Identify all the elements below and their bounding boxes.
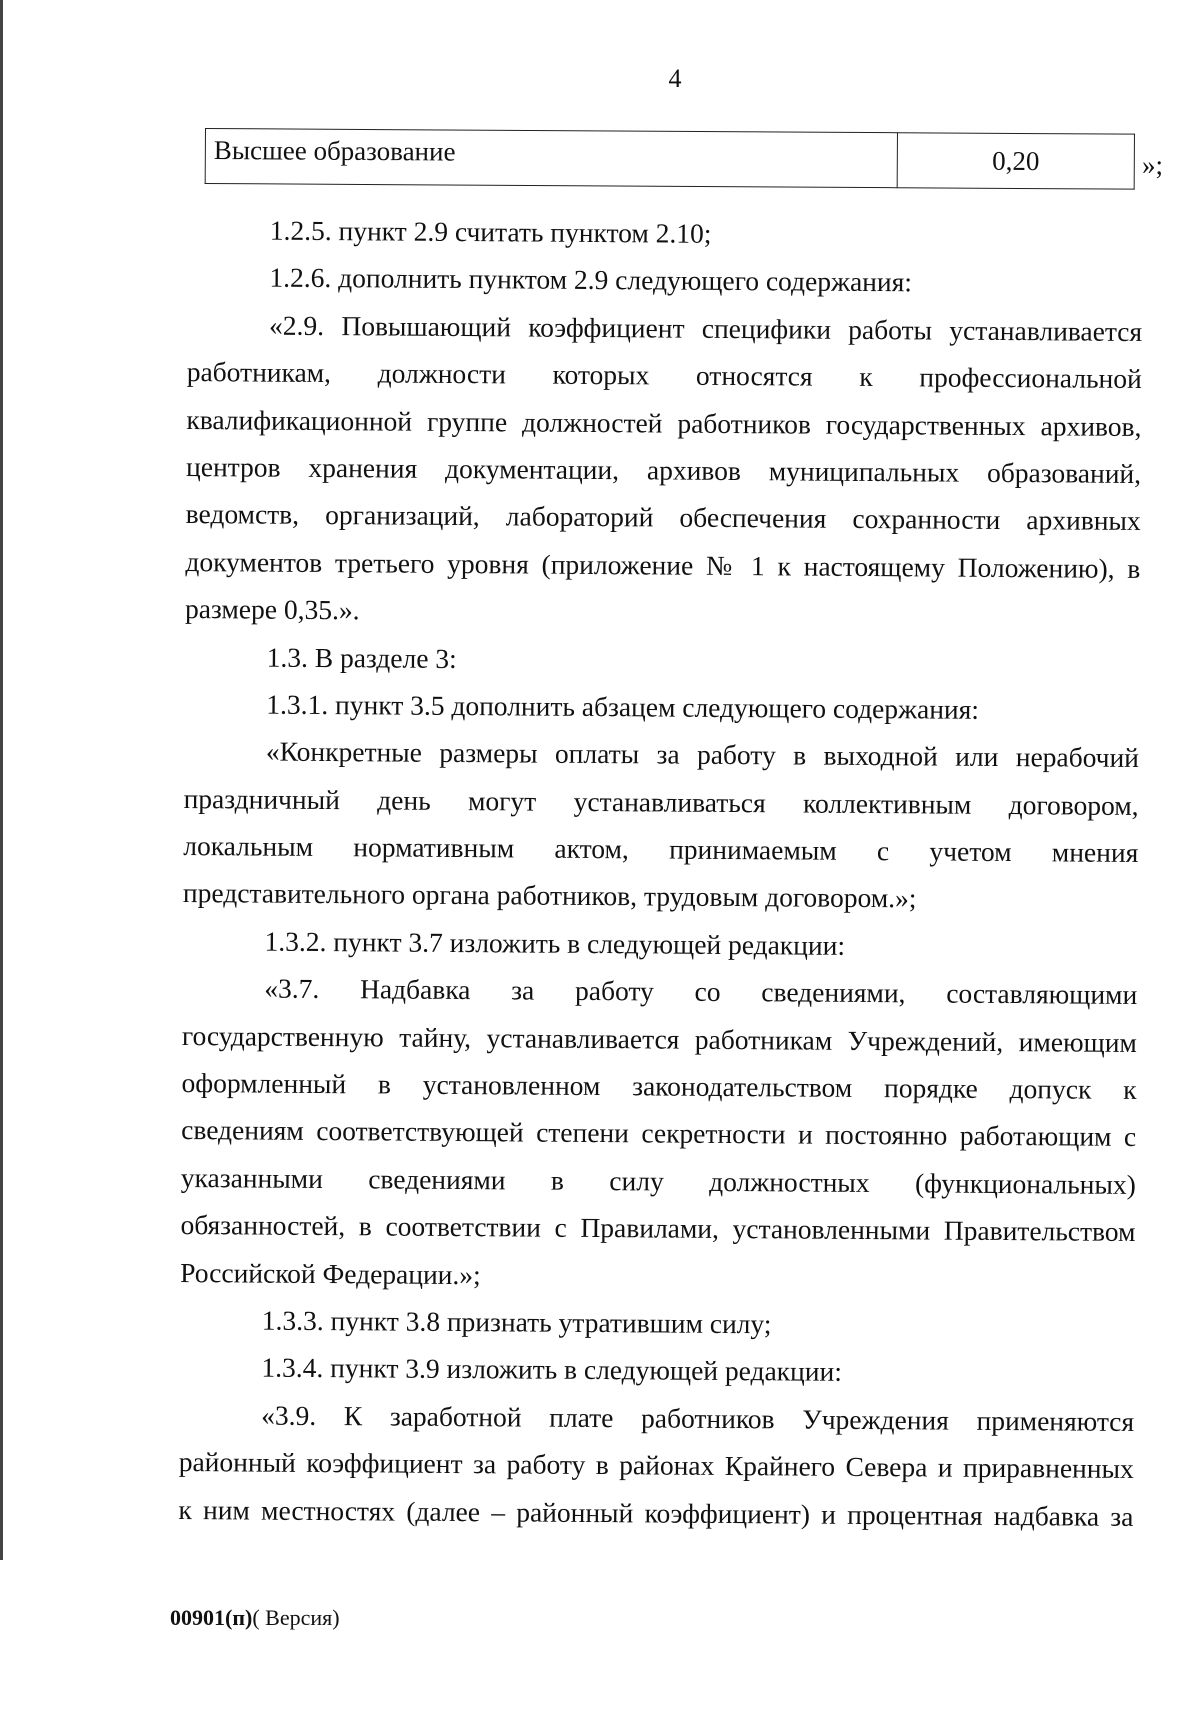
paragraph-line: 1.3.2. пункт 3.7 изложить в следующей редакции: xyxy=(264,925,846,961)
paragraph-line: «Конкретные размеры оплаты за работу в выходной или нерабочий xyxy=(265,735,1140,774)
coefficient-table xyxy=(205,128,1135,190)
paragraph-line: работникам, должности которых относятся к профессиональной xyxy=(186,356,1142,395)
page-number: 4 xyxy=(668,64,682,93)
paragraph-line: оформленный в установленном законодательством порядке допуск к xyxy=(181,1067,1137,1106)
paragraph-line: размере 0,35.». xyxy=(184,593,360,626)
paragraph-line: локальным нормативным актом, принимаемым с учетом мнения xyxy=(183,830,1139,869)
education-table xyxy=(205,128,1135,190)
table-closing-quote: »; xyxy=(1142,150,1164,180)
page-edge xyxy=(0,0,3,1560)
document-footer xyxy=(170,1605,340,1631)
paragraph-line: 1.2.6. дополнить пунктом 2.9 следующего содержания: xyxy=(269,261,913,298)
paragraph-line: 1.2.5. пункт 2.9 считать пунктом 2.10; xyxy=(269,214,712,249)
paragraph-line: квалификационной группе должностей работников государственных архивов, xyxy=(186,403,1142,442)
paragraph-line: районный коэффициент за работу в районах Крайнего Севера и приравненных xyxy=(178,1446,1134,1485)
document-body xyxy=(178,206,1143,1540)
document-code: 00901(п) xyxy=(170,1605,253,1630)
paragraph-line: праздничный день могут устанавливаться коллективным договором, xyxy=(183,782,1139,821)
paragraph-line: указанными сведениями в силу должностных (функциональных) xyxy=(180,1161,1136,1200)
paragraph-line: к ним местностях (далее – районный коэффициент) и процентная надбавка за xyxy=(178,1493,1134,1532)
paragraph-line: документов третьего уровня (приложение № 1 к настоящему Положению), в xyxy=(185,545,1141,584)
paragraph-line: «2.9. Повышающий коэффициент специфики работы устанавливается xyxy=(269,309,1143,347)
table-row xyxy=(205,129,1134,190)
paragraph-line: обязанностей, в соответствии с Правилами, установленными Правительством xyxy=(180,1209,1136,1248)
paragraph-line: 1.3.1. пункт 3.5 дополнить абзацем следующего содержания: xyxy=(266,688,980,725)
paragraph-line: 1.3.4. пункт 3.9 изложить в следующей редакции: xyxy=(261,1351,843,1388)
paragraph-line: государственную тайну, устанавливается работникам Учреждений, имеющим xyxy=(181,1019,1138,1058)
document-version: ( Версия) xyxy=(252,1605,340,1630)
paragraph-line: Российской Федерации.»; xyxy=(180,1256,481,1290)
paragraph-line: ведомств, организаций, лабораторий обеспечения сохранности архивных xyxy=(185,498,1141,537)
paragraph-line: сведениям соответствующей степени секретности и постоянно работающим с xyxy=(181,1114,1137,1153)
table-cell-label: Высшее образование xyxy=(205,129,897,188)
section-heading: 1.3. В разделе 3: xyxy=(266,641,457,674)
paragraph-line: представительного органа работников, трудовым договором.»; xyxy=(182,877,917,914)
paragraph-line: «3.9. К заработной плате работников Учреждения применяются xyxy=(261,1399,1135,1437)
paragraph-line: центров хранения документации, архивов муниципальных образований, xyxy=(185,450,1142,489)
paragraph-line: «3.7. Надбавка за работу со сведениями, составляющими xyxy=(264,972,1138,1011)
paragraph-line: 1.3.3. пункт 3.8 признать утратившим силу; xyxy=(261,1304,772,1340)
table-cell-value: 0,20 xyxy=(897,133,1134,189)
